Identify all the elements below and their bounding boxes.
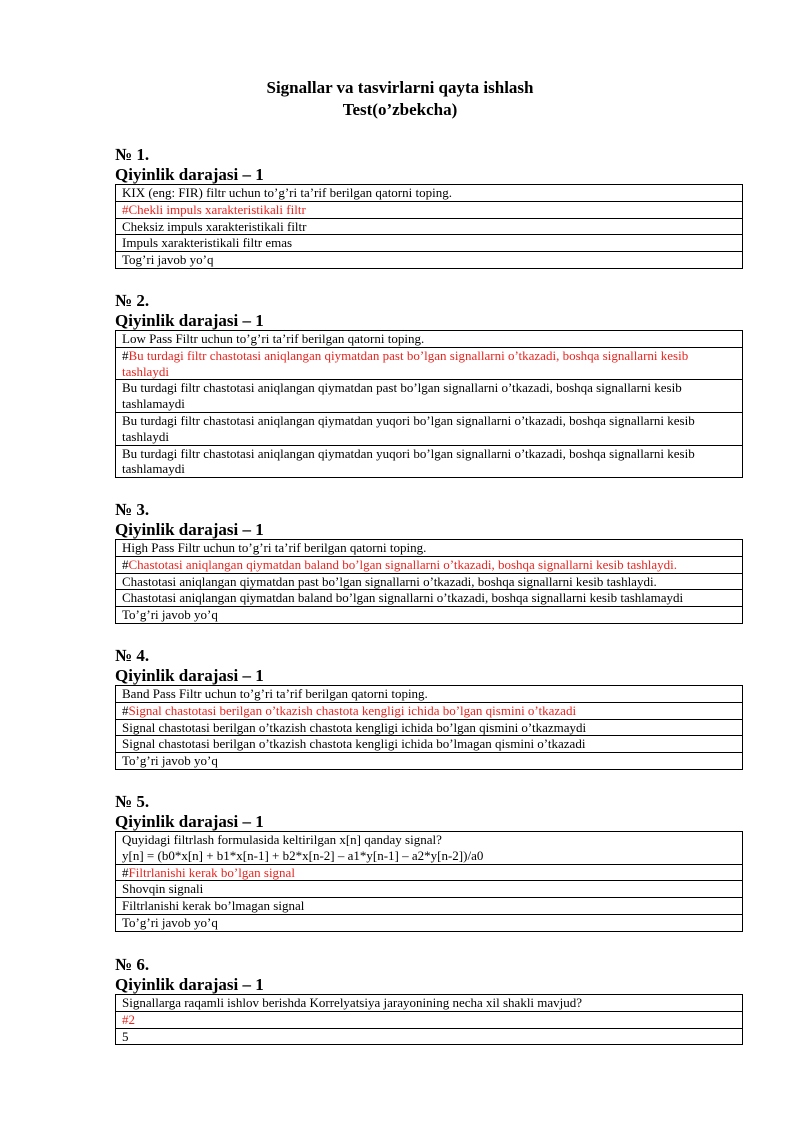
answer-option: Tog’ri javob yo’q [116,252,743,269]
correct-answer-marker: # [122,201,129,217]
question-row [116,185,743,202]
answer-option-row [116,445,743,478]
answer-option: Bu turdagi filtr chastotasi aniqlangan qiymatdan yuqori bo’lgan signallarni o’tkazadi, boshqa signallarni kesib tashlamaydi [116,445,743,478]
question-row [116,686,743,703]
answer-option-row [116,380,743,413]
answer-table [115,685,743,770]
question-text: Signallarga raqamli ishlov berishda Korrelyatsiya jarayonining necha xil shakli mavjud? [116,995,743,1012]
question-row [116,540,743,557]
answer-option: To’g’ri javob yo’q [116,607,743,624]
difficulty-level: Qiyinlik darajasi – 1 [115,812,264,831]
answer-option: Bu turdagi filtr chastotasi aniqlangan qiymatdan yuqori bo’lgan signallarni o’tkazadi, boshqa signallarni kesib tashlaydi [116,412,743,445]
question-2 [115,291,743,478]
difficulty-level: Qiyinlik darajasi – 1 [115,311,264,330]
correct-answer-text: Chekli impuls xarakteristikali filtr [128,201,306,217]
answer-option-row [116,1028,743,1045]
question-4 [115,646,743,770]
correct-answer-row [116,556,743,573]
correct-answer-marker: # [122,1011,129,1027]
difficulty-level: Qiyinlik darajasi – 1 [115,666,264,685]
question-number: № 1. [115,145,150,164]
correct-answer-text: 2 [128,1011,135,1027]
question-row [116,331,743,348]
question-row [116,832,743,865]
question-text: High Pass Filtr uchun to’g’ri ta’rif berilgan qatorni toping. [116,540,743,557]
correct-answer-row [116,702,743,719]
question-number: № 6. [115,955,150,974]
difficulty-level: Qiyinlik darajasi – 1 [115,165,264,184]
answer-option-row [116,573,743,590]
question-text: Low Pass Filtr uchun to’g’ri ta’rif berilgan qatorni toping. [116,331,743,348]
answer-option: Bu turdagi filtr chastotasi aniqlangan qiymatdan past bo’lgan signallarni o’tkazadi, boshqa signallarni kesib tashlamaydi [116,380,743,413]
answer-option: Shovqin signali [116,881,743,898]
question-1 [115,145,743,269]
correct-answer-text: Signal chastotasi berilgan o’tkazish chastota kengligi ichida bo’lgan qismini o’tkazadi [128,702,577,718]
correct-answer-marker: # [122,702,129,718]
question-6 [115,955,743,1045]
document-title-line-1: Signallar va tasvirlarni qayta ishlash [266,78,534,97]
answer-table [115,994,743,1045]
answer-option-row [116,736,743,753]
answer-option-row [116,898,743,915]
question-text: KIX (eng: FIR) filtr uchun to’g’ri ta’rif berilgan qatorni toping. [116,185,743,202]
correct-answer-text: Chastotasi aniqlangan qiymatdan baland bo’lgan signallarni o’tkazadi, boshqa signallarni kesib tashlaydi. [128,556,678,572]
correct-answer-row [116,1011,743,1028]
formula-line: y[n] = (b0*x[n] + b1*x[n-1] + b2*x[n-2] – a1*y[n-1] – a2*y[n-2])/a0 [122,847,484,863]
question-number: № 4. [115,646,150,665]
answer-option: 5 [116,1028,743,1045]
difficulty-level: Qiyinlik darajasi – 1 [115,520,264,539]
question-3 [115,500,743,624]
correct-answer-row [116,201,743,218]
answer-option: To’g’ri javob yo’q [116,753,743,770]
answer-option-row [116,590,743,607]
answer-option: Impuls xarakteristikali filtr emas [116,235,743,252]
answer-option: Filtrlanishi kerak bo’lmagan signal [116,898,743,915]
question-text: Band Pass Filtr uchun to’g’ri ta’rif berilgan qatorni toping. [116,686,743,703]
question-number: № 3. [115,500,150,519]
document-title-line-2: Test(o’zbekcha) [342,100,458,119]
correct-answer-text: Filtrlanishi kerak bo’lgan signal [128,864,295,880]
answer-option: Signal chastotasi berilgan o’tkazish chastota kengligi ichida bo’lmagan qismini o’tkazadi [116,736,743,753]
question-5 [115,792,743,932]
answer-option-row [116,881,743,898]
answer-option-row [116,719,743,736]
answer-table [115,330,743,478]
answer-table [115,539,743,624]
question-text [116,832,743,865]
answer-option-row [116,252,743,269]
answer-table [115,831,743,932]
answer-option: Chastotasi aniqlangan qiymatdan past bo’lgan signallarni o’tkazadi, boshqa signallarni kesib tashlaydi. [116,573,743,590]
answer-option-row [116,753,743,770]
answer-option-row [116,412,743,445]
correct-answer-text: Bu turdagi filtr chastotasi aniqlangan qiymatdan past bo’lgan signallarni o’tkazadi, boshqa signallarni kesib tashlaydi [122,347,689,379]
question-line: Quyidagi filtrlash formulasida keltirilgan x[n] qanday signal? [122,832,442,847]
question-number: № 5. [115,792,150,811]
answer-option: Signal chastotasi berilgan o’tkazish chastota kengligi ichida bo’lgan qismini o’tkazmaydi [116,719,743,736]
answer-option: Cheksiz impuls xarakteristikali filtr [116,218,743,235]
answer-option: To’g’ri javob yo’q [116,914,743,931]
answer-option: Chastotasi aniqlangan qiymatdan baland bo’lgan signallarni o’tkazadi, boshqa signallarni kesib tashlamaydi [116,590,743,607]
correct-answer-marker: # [122,864,129,880]
correct-answer-marker: # [122,347,129,363]
answer-option-row [116,218,743,235]
answer-option-row [116,914,743,931]
answer-option-row [116,607,743,624]
answer-table [115,184,743,269]
difficulty-level: Qiyinlik darajasi – 1 [115,975,264,994]
correct-answer-marker: # [122,556,129,572]
question-row [116,995,743,1012]
correct-answer-row [116,347,743,380]
correct-answer-row [116,864,743,881]
answer-option-row [116,235,743,252]
question-number: № 2. [115,291,150,310]
